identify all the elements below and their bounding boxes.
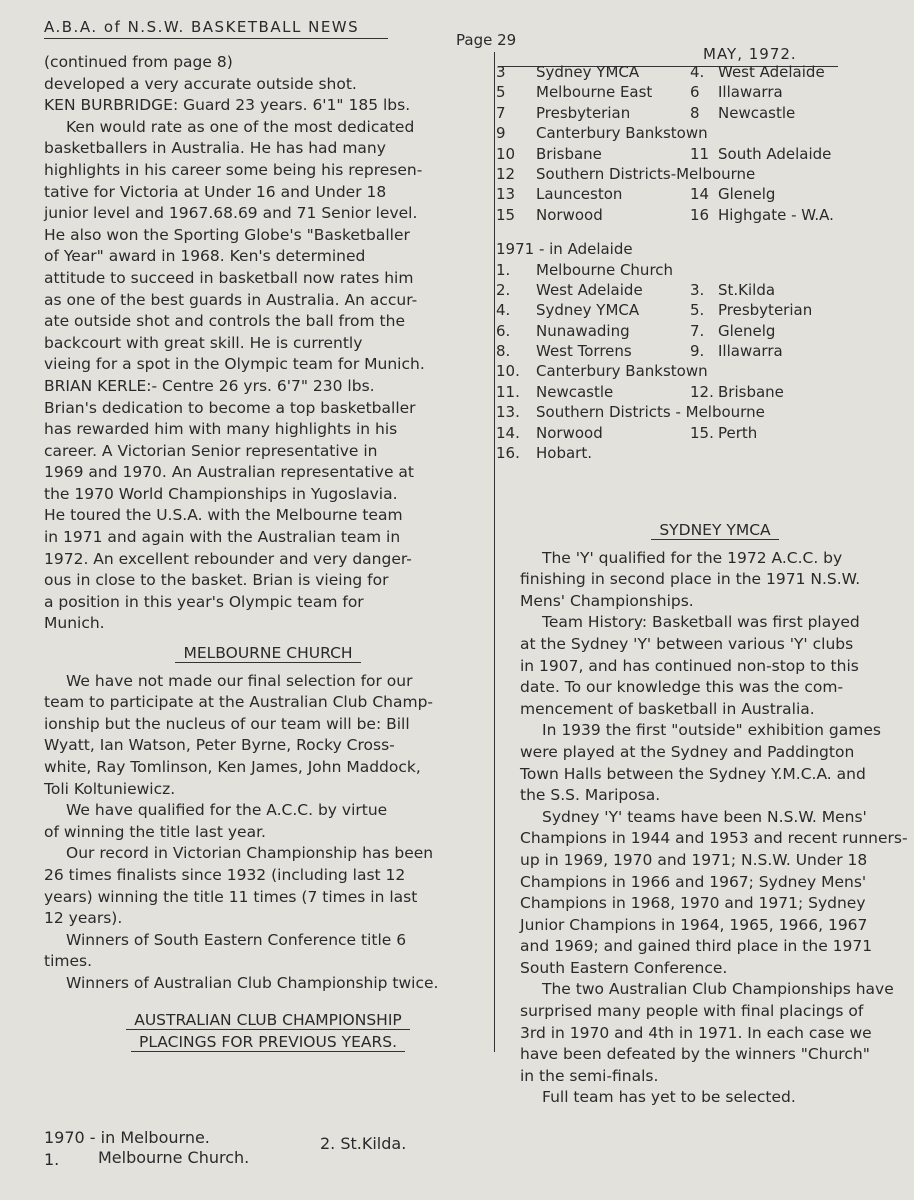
text-line: Winners of South Eastern Conference title 6 (66, 930, 407, 949)
text-line: mencement of basketball in Australia. (520, 699, 815, 718)
text-line: The 'Y' qualified for the 1972 A.C.C. by (542, 548, 843, 567)
place-number: 13. (496, 403, 520, 422)
text-line: Champions in 1968, 1970 and 1971; Sydney (520, 894, 866, 913)
sydney-ymca-section (520, 520, 910, 1109)
place-number: 11. (496, 382, 520, 401)
team-name: Glenelg (718, 185, 776, 204)
text-line: Sydney 'Y' teams have been N.S.W. Mens' (542, 807, 867, 826)
team-name: Hobart. (536, 444, 592, 463)
text-line: of Year" award in 1968. Ken's determined (44, 247, 366, 266)
placings-1971-table (496, 260, 876, 464)
text-line: The two Australian Club Championships have (542, 980, 894, 999)
place-number: 7 (496, 103, 506, 122)
text-line: the S.S. Mariposa. (520, 786, 661, 805)
team-name: West Torrens (536, 342, 632, 361)
team-name: St.Kilda (718, 280, 776, 299)
text-line: Champions in 1944 and 1953 and recent runners- (520, 829, 908, 848)
text-line: backcourt with great skill. He is currently (44, 333, 363, 352)
placings-1970-title: 1970 - in Melbourne. (44, 1128, 210, 1147)
team-name: Newcastle (718, 103, 796, 122)
text-line: times. (44, 952, 93, 971)
team-name: South Adelaide (718, 144, 832, 163)
text-line: 1972. An excellent rebounder and very danger- (44, 549, 412, 568)
place-number: 4. (496, 301, 511, 320)
placing-row (496, 205, 876, 225)
text-line: ate outside shot and controls the ball from the (44, 312, 405, 331)
player-profiles (44, 52, 492, 635)
placings-1970-table (496, 62, 876, 225)
text-line: 12 years). (44, 909, 123, 928)
place-number: 10 (496, 144, 516, 163)
text-line: We have not made our final selection for our (66, 671, 413, 690)
team-name: Launceston (536, 185, 623, 204)
text-line: in the semi-finals. (520, 1066, 659, 1085)
place-number: 6. (496, 321, 511, 340)
text-line: ous in close to the basket. Brian is vieing for (44, 571, 389, 590)
text-line: South Eastern Conference. (520, 958, 728, 977)
text-line: Junior Champions in 1964, 1965, 1966, 1967 (520, 915, 868, 934)
text-line: a position in this year's Olympic team for (44, 592, 364, 611)
team-name: Sydney YMCA (536, 301, 640, 320)
text-line: Team History: Basketball was first played (542, 613, 860, 632)
place-number: 16. (496, 444, 520, 463)
text-line: Wyatt, Ian Watson, Peter Byrne, Rocky Cross- (44, 736, 395, 755)
team-name: Norwood (536, 205, 603, 224)
text-line: Town Halls between the Sydney Y.M.C.A. and (520, 764, 866, 783)
text-line: developed a very accurate outside shot. (44, 74, 357, 93)
placing-row (496, 402, 876, 422)
text-line: Munich. (44, 614, 105, 633)
text-line: Mens' Championships. (520, 591, 694, 610)
place-number: 13 (496, 185, 516, 204)
text-line: KEN BURBRIDGE: Guard 23 years. 6'1" 185 lbs. (44, 96, 411, 115)
team-name: Brisbane (536, 144, 602, 163)
placing-row (496, 382, 876, 402)
text-line: Full team has yet to be selected. (542, 1088, 796, 1107)
issue-date: MAY, 1972. (703, 45, 797, 63)
column-divider (494, 52, 495, 1052)
place-number: 5 (496, 83, 506, 102)
place-number: 16 (690, 205, 710, 224)
text-line: at the Sydney 'Y' between various 'Y' clubs (520, 634, 854, 653)
text-line: Our record in Victorian Championship has been (66, 844, 434, 863)
team-name: Canterbury Bankstown (536, 362, 708, 381)
team-name: Presbyterian (718, 301, 813, 320)
placing-row (496, 361, 876, 381)
place-number: 6 (690, 83, 700, 102)
text-line: Toli Koltuniewicz. (44, 779, 176, 798)
text-line: tative for Victoria at Under 16 and Under 18 (44, 182, 387, 201)
team-name: West Adelaide (536, 280, 643, 299)
placings-heading-line2: PLACINGS FOR PREVIOUS YEARS. (131, 1033, 405, 1052)
title-underline (44, 38, 388, 39)
melbourne-church-text (44, 671, 492, 995)
placings-1970-first-number: 1. (44, 1150, 60, 1169)
text-line: vieing for a spot in the Olympic team for Munich. (44, 355, 425, 374)
text-line: were played at the Sydney and Paddington (520, 742, 855, 761)
team-name: Glenelg (718, 321, 776, 340)
text-line: have been defeated by the winners "Church" (520, 1045, 870, 1064)
text-line: He also won the Sporting Globe's "Basketballer (44, 225, 410, 244)
placings-tables (496, 62, 876, 463)
team-name: Nunawading (536, 321, 630, 340)
text-line: as one of the best guards in Australia. An accur- (44, 290, 418, 309)
placing-row (496, 321, 876, 341)
place-number: 15 (496, 205, 516, 224)
text-line: team to participate at the Australian Club Champ- (44, 693, 433, 712)
place-number: 14 (690, 185, 710, 204)
team-name: Highgate - W.A. (718, 205, 834, 224)
team-name: Melbourne East (536, 83, 653, 102)
text-line: years) winning the title 11 times (7 times in last (44, 887, 418, 906)
text-line: in 1907, and has continued non-stop to this (520, 656, 859, 675)
text-line: (continued from page 8) (44, 53, 233, 71)
text-line: in 1971 and again with the Australian team in (44, 528, 401, 547)
team-name: Melbourne Church (536, 260, 674, 279)
melbourne-church-heading: MELBOURNE CHURCH (44, 635, 492, 671)
place-number: 15. (690, 423, 714, 442)
placing-row (496, 184, 876, 204)
left-column (44, 52, 492, 1059)
placing-row (496, 123, 876, 143)
place-number: 5. (690, 301, 705, 320)
page-number: Page 29 (456, 31, 517, 49)
place-number: 8 (690, 103, 700, 122)
team-name: Perth (718, 423, 758, 442)
place-number: 14. (496, 423, 520, 442)
place-number: 12. (690, 382, 714, 401)
text-line: BRIAN KERLE:- Centre 26 yrs. 6'7" 230 lbs. (44, 376, 375, 395)
text-line: Champions in 1966 and 1967; Sydney Mens' (520, 872, 867, 891)
text-line: basketballers in Australia. He has had many (44, 139, 386, 158)
sydney-ymca-text (520, 548, 910, 1109)
text-line: attitude to succeed in basketball now rates him (44, 268, 414, 287)
placings-1970-first-team: Melbourne Church. (98, 1148, 250, 1167)
placing-row (496, 260, 876, 280)
place-number: 7. (690, 321, 705, 340)
text-line: surprised many people with final placings of (520, 1002, 864, 1021)
placing-row (496, 341, 876, 361)
placing-row (496, 82, 876, 102)
text-line: 1969 and 1970. An Australian representative at (44, 463, 415, 482)
text-line: up in 1969, 1970 and 1971; N.S.W. Under 18 (520, 850, 868, 869)
team-name: Illawarra (718, 83, 783, 102)
text-line: finishing in second place in the 1971 N.S.W. (520, 570, 861, 589)
place-number: 9 (496, 124, 506, 143)
place-number: 3 (496, 63, 506, 81)
placing-row (496, 103, 876, 123)
team-name: Canterbury Bankstown (536, 124, 708, 143)
placings-1970-second: 2. St.Kilda. (320, 1134, 407, 1153)
text-line: date. To our knowledge this was the com- (520, 678, 844, 697)
team-name: Southern Districts-Melbourne (536, 164, 756, 183)
newsletter-title: A.B.A. of N.S.W. BASKETBALL NEWS (44, 18, 360, 36)
place-number: 3. (690, 280, 705, 299)
text-line: the 1970 World Championships in Yugoslavia. (44, 484, 398, 503)
placing-row (496, 300, 876, 320)
text-line: highlights in his career some being his represen- (44, 160, 423, 179)
text-line: Ken would rate as one of the most dedicated (66, 117, 415, 136)
place-number: 4. (690, 63, 705, 81)
text-line: We have qualified for the A.C.C. by virtue (66, 801, 388, 820)
placing-row (496, 443, 876, 463)
placings-1971-title: 1971 - in Adelaide (496, 240, 633, 259)
team-name: Southern Districts - Melbourne (536, 403, 765, 422)
place-number: 11 (690, 144, 710, 163)
team-name: Norwood (536, 423, 603, 442)
place-number: 12 (496, 164, 516, 183)
place-number: 9. (690, 342, 705, 361)
team-name: Illawarra (718, 342, 783, 361)
team-name: Presbyterian (536, 103, 631, 122)
text-line: Winners of Australian Club Championship twice. (66, 973, 439, 992)
text-line: has rewarded him with many highlights in his (44, 420, 398, 439)
team-name: Newcastle (536, 382, 614, 401)
text-line: 26 times finalists since 1932 (including last 12 (44, 865, 406, 884)
team-name: Brisbane (718, 382, 784, 401)
sydney-ymca-heading: SYDNEY YMCA (520, 520, 910, 548)
team-name: West Adelaide (718, 63, 825, 81)
text-line: white, Ray Tomlinson, Ken James, John Maddock, (44, 758, 421, 776)
text-line: He toured the U.S.A. with the Melbourne team (44, 506, 403, 525)
placing-row (496, 62, 876, 82)
place-number: 8. (496, 342, 511, 361)
text-line: In 1939 the first "outside" exhibition games (542, 721, 881, 740)
text-line: Brian's dedication to become a top basketballer (44, 398, 416, 417)
place-number: 1. (496, 260, 511, 279)
team-name: Sydney YMCA (536, 63, 640, 81)
text-line: ionship but the nucleus of our team will be: Bill (44, 714, 410, 733)
placing-row (496, 144, 876, 164)
place-number: 2. (496, 280, 511, 299)
placings-heading-line1: AUSTRALIAN CLUB CHAMPIONSHIP (126, 1011, 410, 1030)
text-line: career. A Victorian Senior representative in (44, 441, 378, 460)
text-line: and 1969; and gained third place in the 1971 (520, 937, 873, 956)
text-line: junior level and 1967.68.69 and 71 Senior level. (44, 204, 418, 223)
placing-row (496, 423, 876, 443)
placing-row (496, 164, 876, 184)
text-line: 3rd in 1970 and 4th in 1971. In each case we (520, 1023, 872, 1042)
placings-heading (44, 995, 492, 1059)
placing-row (496, 280, 876, 300)
text-line: of winning the title last year. (44, 822, 266, 841)
place-number: 10. (496, 362, 520, 381)
